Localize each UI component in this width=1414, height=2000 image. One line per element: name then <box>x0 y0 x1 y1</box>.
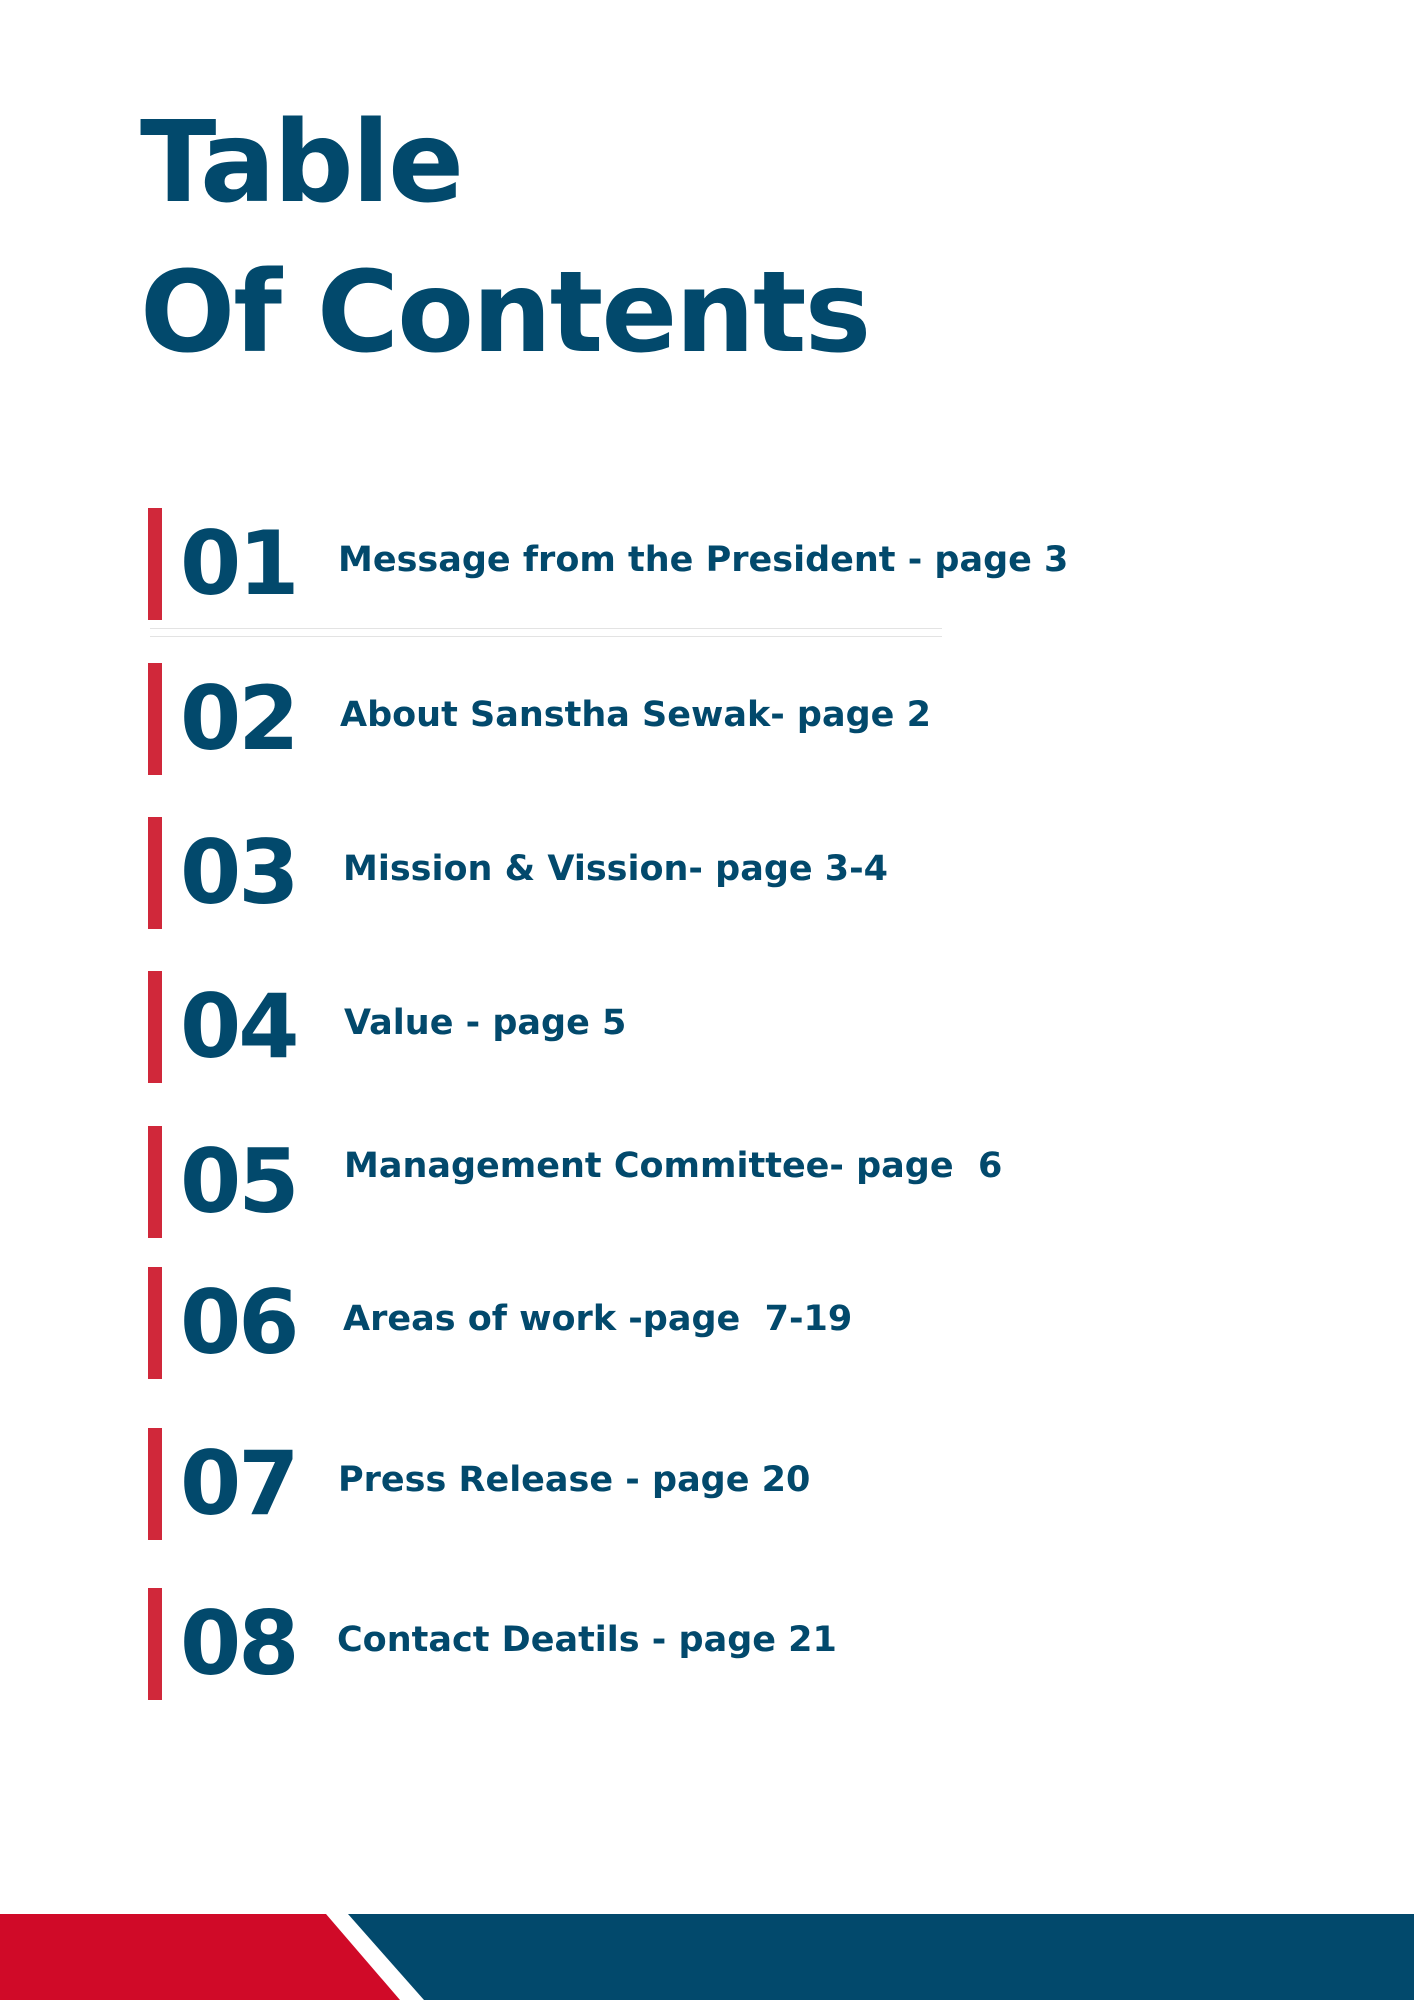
toc-number: 07 <box>180 1432 297 1535</box>
toc-item-03[interactable] <box>148 817 1148 929</box>
toc-number: 06 <box>180 1271 297 1374</box>
title-line-2: Of Contents <box>140 248 870 378</box>
toc-label: Management Committee- page 6 <box>344 1146 1003 1186</box>
footer-blue-block <box>348 1914 1414 2000</box>
toc-label: About Sanstha Sewak- page 2 <box>340 695 931 735</box>
accent-bar <box>148 663 162 775</box>
accent-bar <box>148 1267 162 1379</box>
toc-number: 04 <box>180 975 297 1078</box>
title-line-1: Table <box>140 98 463 228</box>
toc-number: 02 <box>180 667 297 770</box>
page-title <box>140 88 869 388</box>
toc-item-04[interactable] <box>148 971 1148 1083</box>
toc-item-07[interactable] <box>148 1428 1148 1540</box>
toc-label: Value - page 5 <box>344 1003 627 1043</box>
footer-red-block <box>0 1914 400 2000</box>
toc-label: Contact Deatils - page 21 <box>337 1620 837 1660</box>
accent-bar <box>148 817 162 929</box>
toc-label: Press Release - page 20 <box>338 1460 811 1500</box>
toc-number: 05 <box>180 1130 297 1233</box>
toc-item-05[interactable] <box>148 1126 1148 1238</box>
divider <box>150 628 942 637</box>
toc-item-02[interactable] <box>148 663 1148 775</box>
accent-bar <box>148 971 162 1083</box>
toc-number: 01 <box>180 512 297 615</box>
toc-number: 08 <box>180 1592 297 1695</box>
footer-band <box>0 1914 1414 2000</box>
toc-label: Mission & Vission- page 3-4 <box>343 849 889 889</box>
toc-item-06[interactable] <box>148 1267 1148 1379</box>
toc-label: Areas of work -page 7-19 <box>343 1299 853 1339</box>
toc-item-08[interactable] <box>148 1588 1148 1700</box>
accent-bar <box>148 1126 162 1238</box>
accent-bar <box>148 1588 162 1700</box>
accent-bar <box>148 508 162 620</box>
toc-label: Message from the President - page 3 <box>338 540 1069 580</box>
accent-bar <box>148 1428 162 1540</box>
toc-item-01[interactable] <box>148 508 1148 620</box>
toc-number: 03 <box>180 821 297 924</box>
